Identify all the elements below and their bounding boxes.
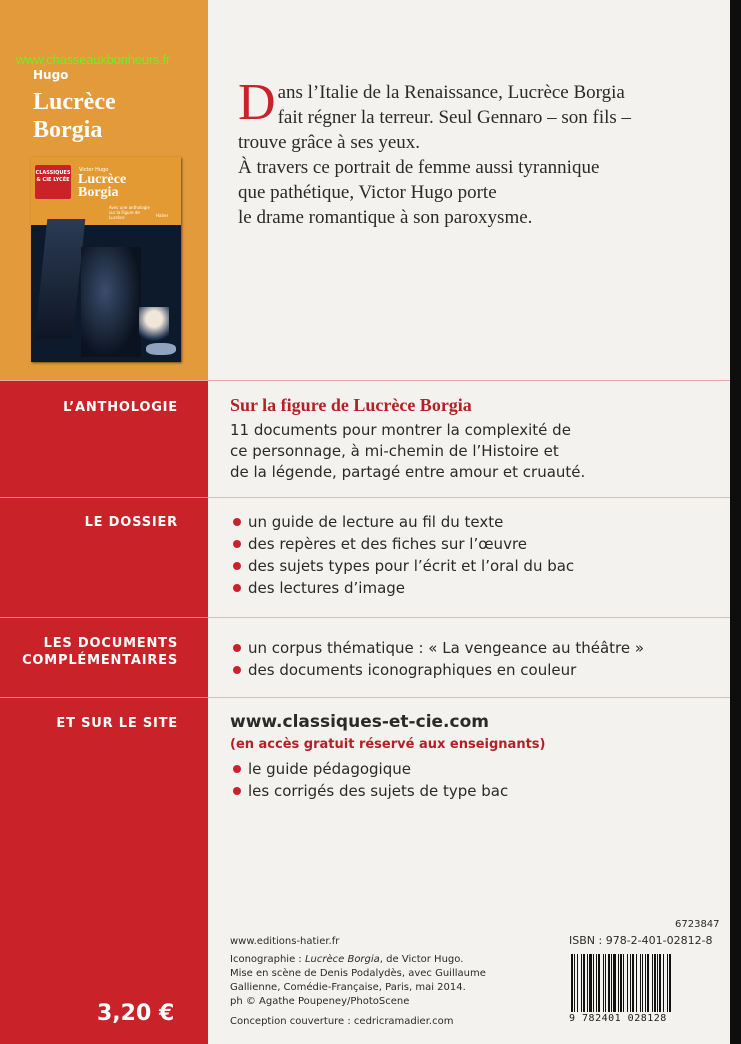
section-label-site: ET SUR LE SITE — [56, 716, 178, 731]
list-item: des documents iconographiques en couleur — [232, 659, 644, 681]
divider — [0, 380, 730, 381]
list-item: des lectures d’image — [232, 577, 574, 599]
list-item: le guide pédagogique — [232, 758, 508, 780]
divider — [208, 697, 730, 698]
left-red-panel — [0, 380, 208, 1044]
cover-photo-shadow — [81, 247, 141, 357]
book-title — [33, 88, 116, 144]
book-author: Hugo — [33, 68, 69, 82]
anthologie-text: 11 documents pour montrer la complexité de ce personnage, à mi-chemin de l’Histoire et de la légende, partagé entre amour et cruauté. — [230, 421, 586, 481]
drop-cap: D — [238, 74, 276, 131]
publisher-website: www.editions-hatier.fr — [230, 936, 340, 947]
divider — [0, 497, 208, 498]
product-code: 6723847 — [675, 919, 720, 930]
cover-thumbnail — [31, 157, 181, 362]
list-item: un guide de lecture au fil du texte — [232, 511, 574, 533]
intro-blurb — [238, 74, 718, 230]
intro-line: que pathétique, Victor Hugo porte — [238, 182, 497, 203]
price: 3,20 € — [97, 1001, 175, 1026]
divider — [208, 497, 730, 498]
book-title-line2: Borgia — [33, 117, 103, 143]
section-label-anthologie: L’ANTHOLOGIE — [63, 400, 178, 415]
divider — [208, 617, 730, 618]
watermark: www.chasseauxbonheurs.fr — [16, 52, 171, 67]
intro-line: À travers ce portrait de femme aussi tyrannique — [238, 157, 600, 178]
intro-line: le drame romantique à son paroxysme. — [238, 207, 533, 228]
dossier-list — [232, 511, 574, 599]
cover-tagline: Avec une anthologie sur la Figure de Lucrèce — [109, 205, 150, 220]
section-label-dossier: LE DOSSIER — [84, 515, 178, 530]
documents-list — [232, 637, 644, 681]
anthologie-title: Sur la figure de Lucrèce Borgia — [230, 395, 472, 415]
cover-title: Lucrèce Borgia — [78, 172, 127, 200]
cover-publisher: Hatier — [156, 213, 169, 218]
barcode-icon — [569, 954, 720, 1012]
section-label-documents: LES DOCUMENTS COMPLÉMENTAIRES — [22, 636, 178, 668]
list-item: un corpus thématique : « La vengeance au théâtre » — [232, 637, 644, 659]
collection-badge: CLASSIQUES & CIE LYCÉE — [35, 165, 71, 199]
intro-line: trouve grâce à ses yeux. — [238, 132, 421, 153]
barcode-digits: 9 782401 028128 — [569, 1013, 667, 1024]
page-edge — [730, 0, 741, 1044]
list-item: des sujets types pour l’écrit et l’oral du bac — [232, 555, 574, 577]
site-list — [232, 758, 508, 802]
cover-design-credit: Conception couverture : cedricramadier.com — [230, 1016, 454, 1027]
cover-photo-actor — [139, 307, 169, 347]
isbn: ISBN : 978-2-401-02812-8 — [569, 934, 713, 947]
intro-line: ans l’Italie de la Renaissance, Lucrèce Borgia — [277, 82, 625, 103]
divider — [0, 697, 208, 698]
intro-line: fait régner la terreur. Seul Gennaro – son fils – — [277, 107, 632, 128]
cover-photo-statue — [35, 219, 86, 339]
book-title-line1: Lucrèce — [33, 89, 116, 115]
list-item: des repères et des fiches sur l’œuvre — [232, 533, 574, 555]
iconography-credit: Iconographie : Lucrèce Borgia, de Victor Hugo. Mise en scène de Denis Podalydès, avec Guillaume Gallienne, Comédie-Française, Paris, mai 2014. ph © Agathe Poupeney/PhotoScene — [230, 954, 486, 1007]
cover-author: Victor Hugo — [79, 167, 109, 173]
divider — [0, 617, 208, 618]
site-url: www.classiques-et-cie.com — [230, 712, 489, 732]
site-note: (en accès gratuit réservé aux enseignants) — [230, 737, 546, 752]
list-item: les corrigés des sujets de type bac — [232, 780, 508, 802]
